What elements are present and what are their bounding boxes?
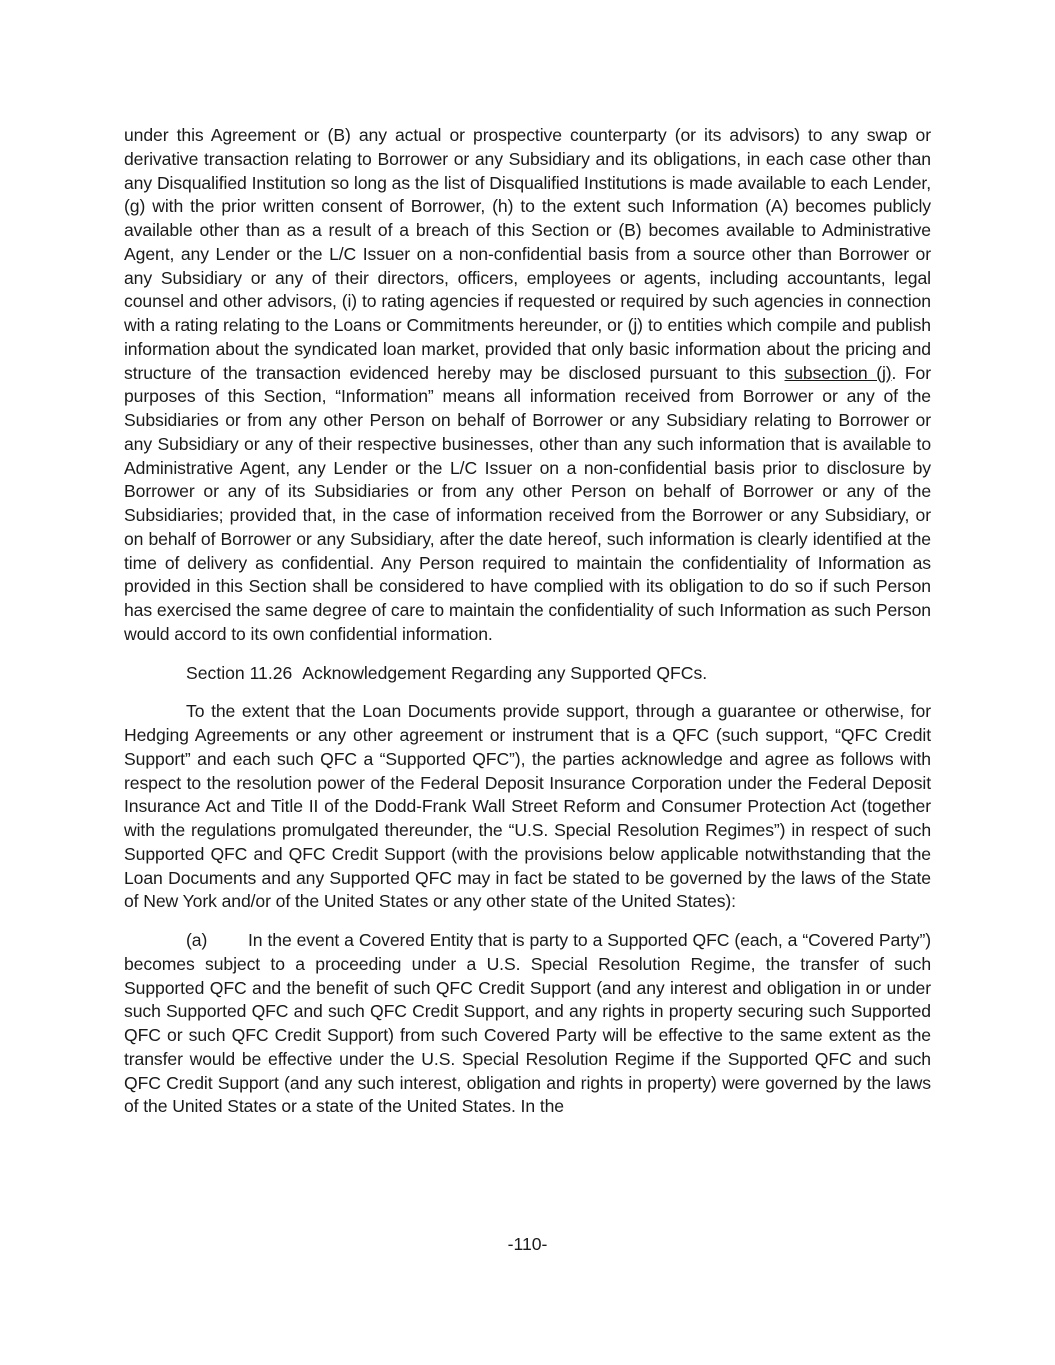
subsection-j-reference: subsection (j): [784, 362, 892, 383]
clause-a-label: (a): [186, 930, 208, 950]
clause-a-text: In the event a Covered Entity that is party to a Supported QFC (each, a “Covered Party”) becomes subject to a proceeding under a U.S. Special Resolution Regime, the transfer of such Supported QFC and the benefit of such QFC Credit Support (and any interest and obligation in or under such Supported QFC and such QFC Credit Support, and any rights in property securing such Supported QFC or such QFC Credit Support) from such Covered Party will be effective to the same extent as the transfer would be effective under the U.S. Special Resolution Regime if the Supported QFC and such QFC Credit Support (and any such interest, obligation and rights in property) were governed by the laws of the United States or a state of the United States. In the: [124, 930, 931, 1117]
document-page: [124, 124, 931, 1119]
qfc-intro-paragraph: To the extent that the Loan Documents provide support, through a guarantee or otherwise, for Hedging Agreements or any other agreement or instrument that is a QFC (such support, “QFC Credit Support” and each such QFC a “Supported QFC”), the parties acknowledge and agree as follows with respect to the resolution power of the Federal Deposit Insurance Corporation under the Federal Deposit Insurance Act and Title II of the Dodd-Frank Wall Street Reform and Consumer Protection Act (together with the regulations promulgated thereunder, the “U.S. Special Resolution Regimes”) in respect of such Supported QFC and QFC Credit Support (with the provisions below applicable notwithstanding that the Loan Documents and any Supported QFC may in fact be stated to be governed by the laws of the State of New York and/or of the United States or any other state of the United States):: [124, 701, 931, 912]
confidentiality-text-part-2: . For purposes of this Section, “Information” means all information received from Borrower or any of the Subsidiaries or from any other Person on behalf of Borrower or any Subsidiary relating to Borrower or any Subsidiary or any of their respective businesses, other than any such information that is available to Administrative Agent, any Lender or the L/C Issuer on a non-confidential basis prior to disclosure by Borrower or any of its Subsidiaries or from any other Person on behalf of Borrower or any of the Subsidiaries; provided that, in the case of information received from the Borrower or any Subsidiary, or on behalf of Borrower or any Subsidiary, after the date hereof, such information is clearly identified at the time of delivery as confidential. Any Person required to maintain the confidentiality of Information as provided in this Section shall be considered to have complied with its obligation to do so if such Person has exercised the same degree of care to maintain the confidentiality of such Information as such Person would accord to its own confidential information.: [124, 362, 931, 644]
page-number: -110-: [507, 1234, 548, 1254]
clause-a-paragraph: [124, 929, 931, 1119]
section-number: Section 11.26: [186, 662, 293, 683]
confidentiality-text-part-1: under this Agreement or (B) any actual or prospective counterparty (or its advisors) to any swap or derivative transaction relating to Borrower or any Subsidiary and its obligations, in each case other than any Disqualified Institution so long as the list of Disqualified Institutions is made available to each Lender, (g) with the prior written consent of Borrower, (h) to the extent such Information (A) becomes publicly available other than as a result of a breach of this Section or (B) becomes available to Administrative Agent, any Lender or the L/C Issuer on a non-confidential basis from a source other than Borrower or any Subsidiary or any of their directors, officers, employees or agents, including accountants, legal counsel and other advisors, (i) to rating agencies if requested or required by such agencies in connection with a rating relating to the Loans or Commitments hereunder, or (j) to entities which compile and publish information about the syndicated loan market, provided that only basic information about the pricing and structure of the transaction evidenced hereby may be disclosed pursuant to this: [124, 125, 931, 383]
section-title: Acknowledgement Regarding any Supported QFCs.: [302, 662, 708, 683]
confidentiality-paragraph: [124, 124, 931, 647]
section-heading: [124, 662, 931, 686]
